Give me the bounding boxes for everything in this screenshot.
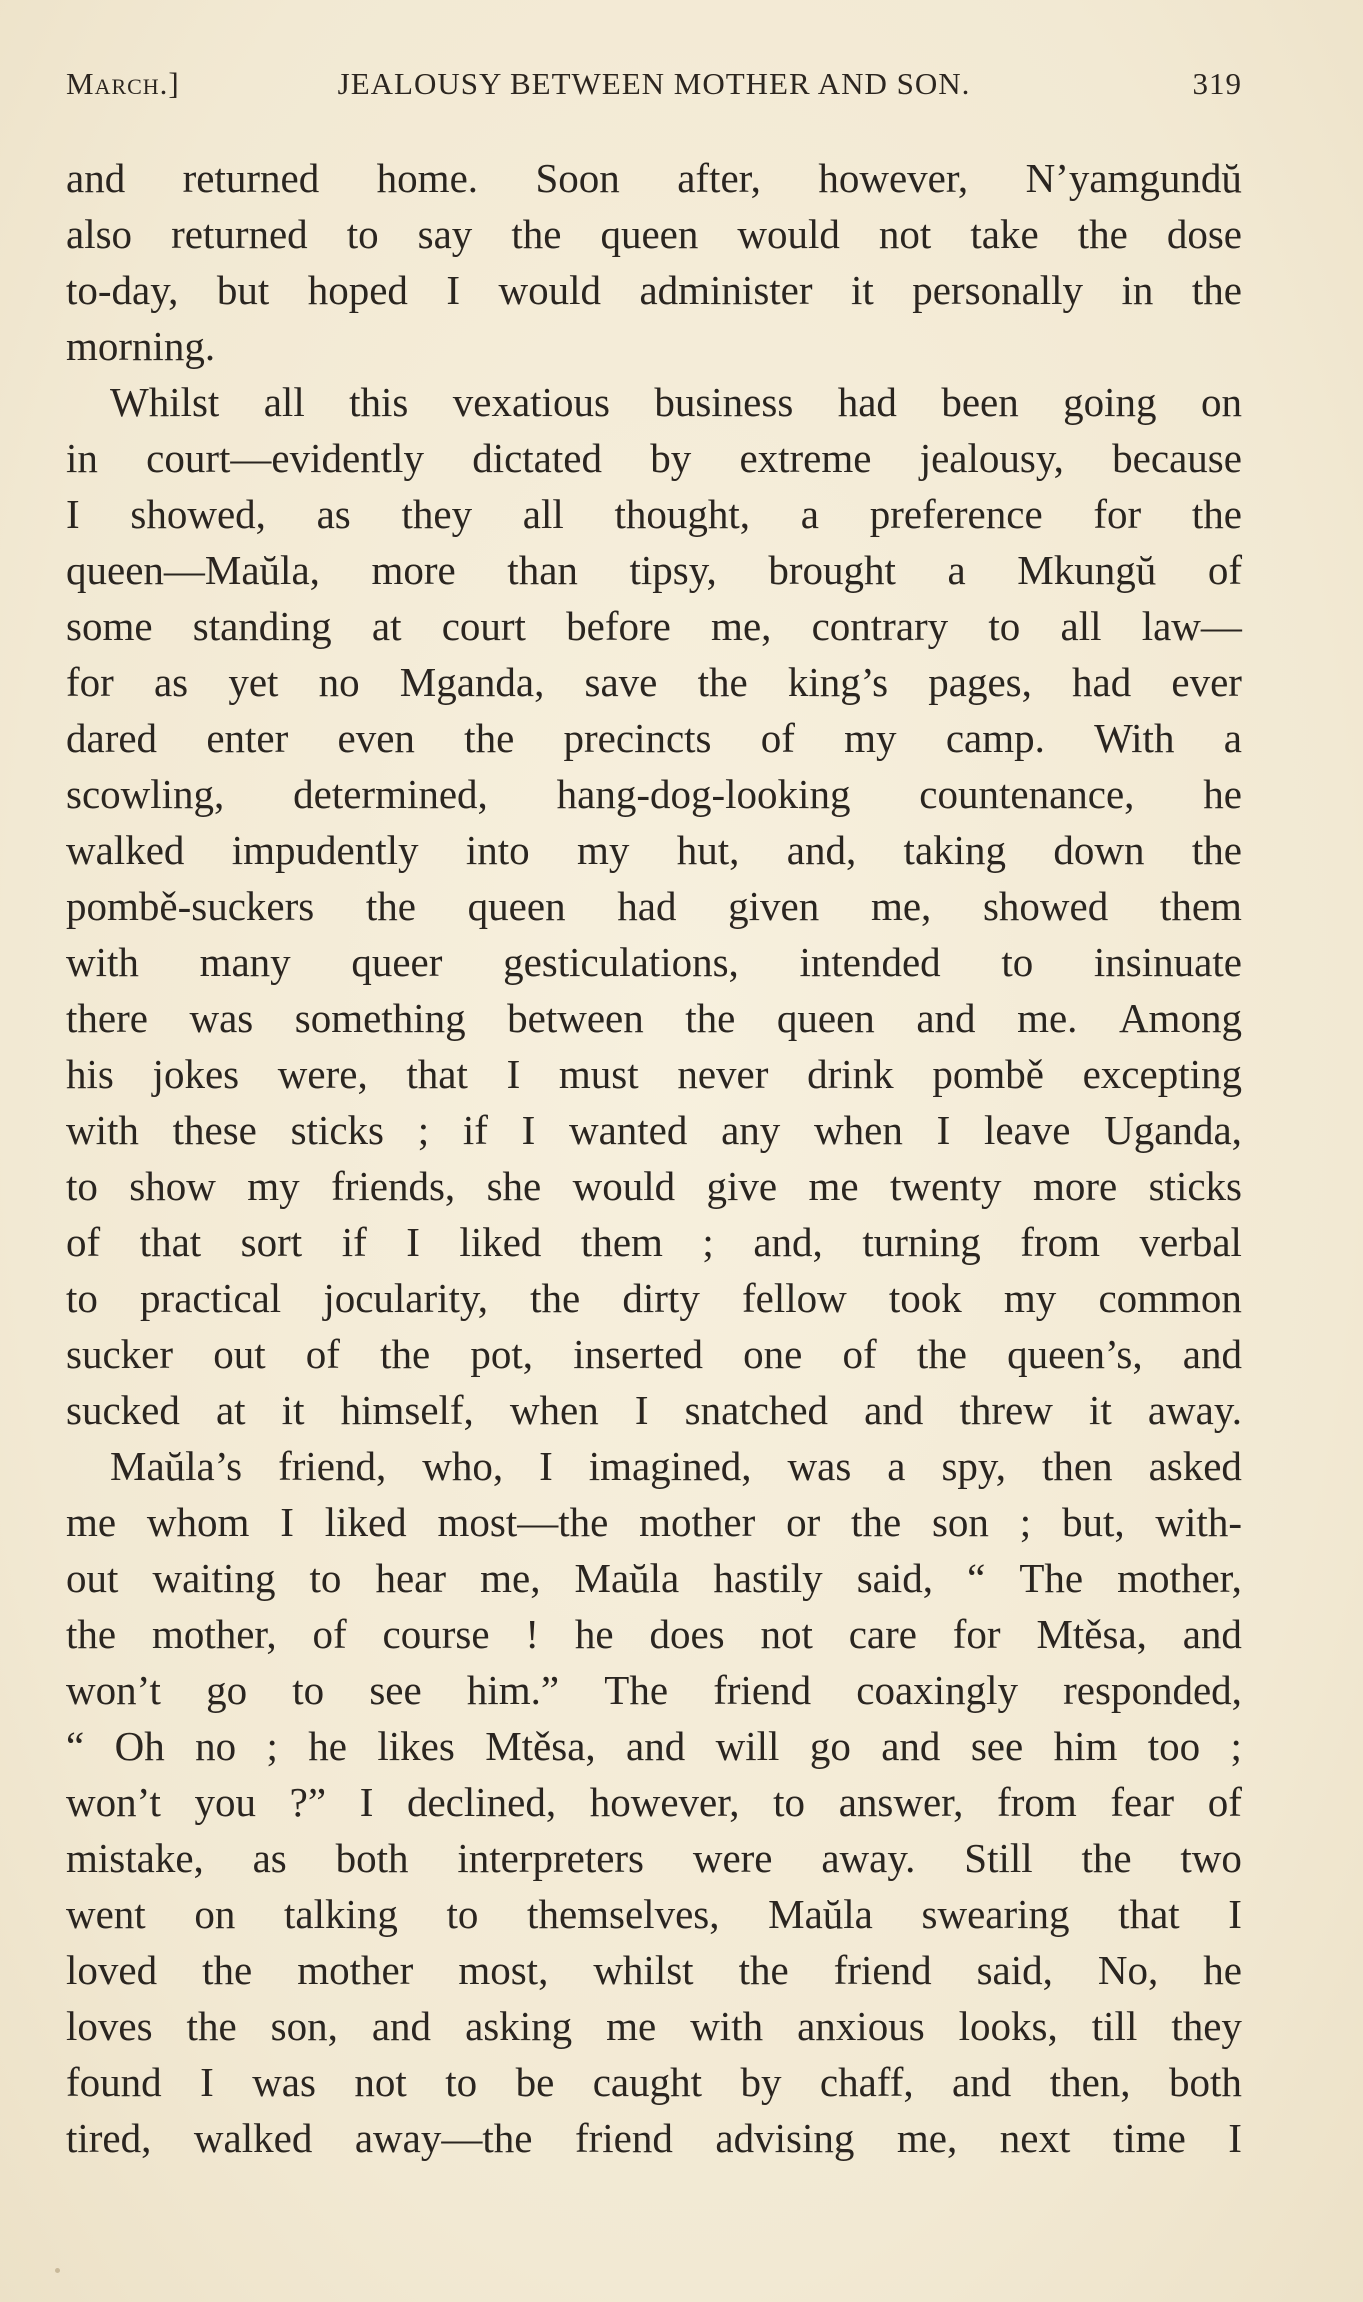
text-line: some standing at court before me, contrary to all law—: [66, 603, 1242, 649]
text-line: and returned home. Soon after, however, N’yamgundŭ: [66, 155, 1242, 201]
text-line: his jokes were, that I must never drink pombě excepting: [66, 1051, 1242, 1097]
text-line: with many queer gesticulations, intended to insinuate: [66, 939, 1242, 985]
text-line: scowling, determined, hang-dog-looking countenance, he: [66, 771, 1242, 817]
text-line: Whilst all this vexatious business had been going on: [110, 379, 1242, 425]
text-line: won’t you ?” I declined, however, to answer, from fear of: [66, 1779, 1242, 1825]
running-head: [66, 66, 1242, 110]
text-line: to practical jocularity, the dirty fellow took my common: [66, 1275, 1242, 1321]
text-line: in court—evidently dictated by extreme jealousy, because: [66, 435, 1242, 481]
text-line: the mother, of course ! he does not care for Mtěsa, and: [66, 1611, 1242, 1657]
paper-speck: [55, 2268, 60, 2273]
text-line: out waiting to hear me, Maŭla hastily said, “ The mother,: [66, 1555, 1242, 1601]
running-head-title: JEALOUSY BETWEEN MOTHER AND SON.: [337, 66, 971, 101]
text-line: with these sticks ; if I wanted any when I leave Uganda,: [66, 1107, 1242, 1153]
text-line: of that sort if I liked them ; and, turning from verbal: [66, 1219, 1242, 1265]
text-line: queen—Maŭla, more than tipsy, brought a Mkungŭ of: [66, 547, 1242, 593]
text-line: won’t go to see him.” The friend coaxingly responded,: [66, 1667, 1242, 1713]
text-line: sucked at it himself, when I snatched and threw it away.: [66, 1387, 1242, 1433]
text-line: pombě-suckers the queen had given me, showed them: [66, 883, 1242, 929]
text-line: to-day, but hoped I would administer it personally in the: [66, 267, 1242, 313]
running-head-date: March.]: [66, 66, 180, 101]
text-line: for as yet no Mganda, save the king’s pages, had ever: [66, 659, 1242, 705]
text-line: found I was not to be caught by chaff, and then, both: [66, 2059, 1242, 2105]
text-line: Maŭla’s friend, who, I imagined, was a spy, then asked: [110, 1443, 1242, 1489]
text-line: also returned to say the queen would not take the dose: [66, 211, 1242, 257]
text-line: tired, walked away—the friend advising me, next time I: [66, 2115, 1242, 2161]
text-line: I showed, as they all thought, a preference for the: [66, 491, 1242, 537]
text-line: “ Oh no ; he likes Mtěsa, and will go and see him too ;: [66, 1723, 1242, 1769]
text-line: mistake, as both interpreters were away. Still the two: [66, 1835, 1242, 1881]
text-line: morning.: [66, 323, 216, 369]
text-line: walked impudently into my hut, and, taking down the: [66, 827, 1242, 873]
text-line: sucker out of the pot, inserted one of the queen’s, and: [66, 1331, 1242, 1377]
text-line: me whom I liked most—the mother or the son ; but, with-: [66, 1499, 1242, 1545]
text-line: there was something between the queen and me. Among: [66, 995, 1242, 1041]
page-number: 319: [1192, 66, 1242, 101]
text-line: went on talking to themselves, Maŭla swearing that I: [66, 1891, 1242, 1937]
text-line: loves the son, and asking me with anxious looks, till they: [66, 2003, 1242, 2049]
text-line: loved the mother most, whilst the friend said, No, he: [66, 1947, 1242, 1993]
text-line: dared enter even the precincts of my camp. With a: [66, 715, 1242, 761]
text-line: to show my friends, she would give me twenty more sticks: [66, 1163, 1242, 1209]
body-text: [66, 150, 1242, 2166]
